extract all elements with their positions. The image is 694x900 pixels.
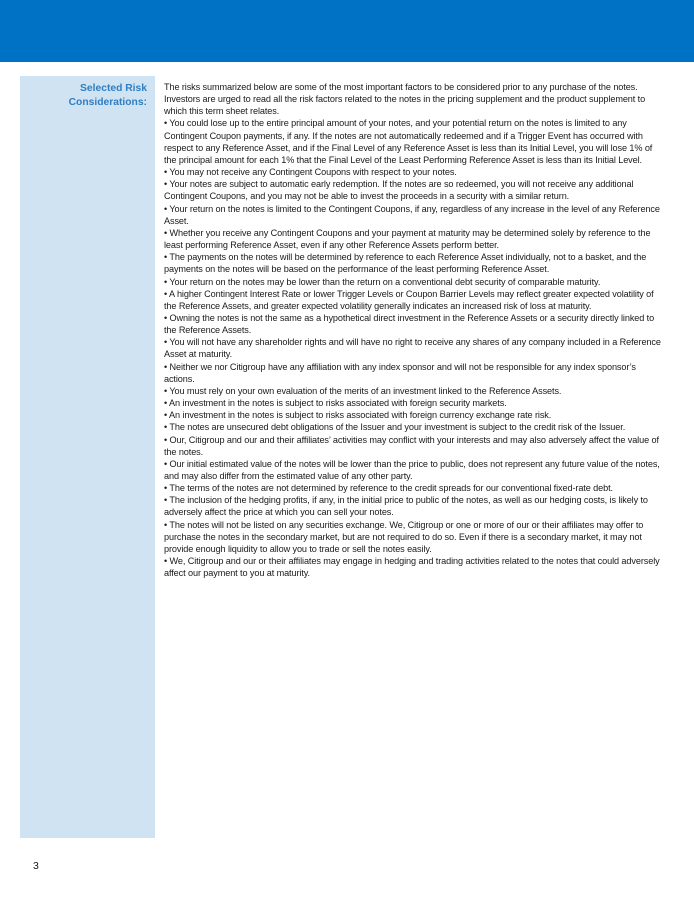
risk-bullet: • You could lose up to the entire principal amount of your notes, and your potential return on the notes is limited to any Contingent Coupon payments, if any. If the notes are not automatically redeemed and if a Trigger Event has occurred with respect to any Reference Asset, and if the Final Level of any Reference Asset is less than its Initial Level, you will lose 1% of the principal amount for each 1% that the Final Level of the Least Performing Reference Asset is less than its Initial Level.	[164, 118, 653, 165]
section-label: Selected Risk Considerations:	[68, 83, 147, 108]
risk-bullet: • We, Citigroup and our or their affiliates may engage in hedging and trading activities related to the notes that could adversely affect our payment to you at maturity.	[164, 556, 660, 579]
risk-bullet: • You may not receive any Contingent Coupons with respect to your notes.	[164, 167, 457, 178]
risk-bullet: • Our initial estimated value of the notes will be lower than the price to public, does not represent any future value of the notes, and may also differ from the estimated value of any other party.	[164, 458, 660, 481]
risk-bullet: • Neither we nor Citigroup have any affiliation with any index sponsor and will not be responsible for any index sponsor’s actions.	[164, 361, 636, 384]
page-number: 3	[33, 860, 39, 872]
risk-bullet: • The payments on the notes will be determined by reference to each Reference Asset individually, not to a basket, and the payments on the notes will be based on the performance of the least performing Reference Asset.	[164, 252, 647, 275]
risk-bullet: • Whether you receive any Contingent Coupons and your payment at maturity may be determined solely by reference to the least performing Reference Asset, even if any other Reference Assets perform better.	[164, 227, 651, 251]
section-label-panel	[20, 76, 155, 838]
risk-bullet: • Our, Citigroup and our and their affiliates’ activities may conflict with your interests and may also adversely affect the value of the notes.	[164, 434, 659, 457]
risk-bullet: • The inclusion of the hedging profits, if any, in the initial price to public of the notes, as well as our hedging costs, is likely to adversely affect the price at which you can sell your notes.	[164, 495, 648, 518]
risk-bullet: • The notes will not be listed on any securities exchange. We, Citigroup or one or more of our or their affiliates may offer to purchase the notes in the secondary market, but are not required to do so. Even if there is a secondary market, it may not provide enough liquidity to allow you to trade or sell the notes easily.	[164, 519, 644, 554]
risk-bullet: • An investment in the notes is subject to risks associated with foreign currency exchange rate risk.	[164, 410, 552, 421]
intro-paragraph: The risks summarized below are some of the most important factors to be considered prior to any purchase of the notes. Investors are urged to read all the risk factors related to the notes in the pricing supplement and the product supplement to which this term sheet relates.	[164, 82, 646, 117]
risk-bullet: • You will not have any shareholder rights and will have no right to receive any shares of any company included in a Reference Asset at maturity.	[164, 337, 661, 360]
risk-bullet: • You must rely on your own evaluation of the merits of an investment linked to the Reference Assets.	[164, 385, 562, 396]
risk-bullet: • The notes are unsecured debt obligations of the Issuer and your investment is subject to the credit risk of the Issuer.	[164, 422, 626, 433]
risk-bullet: • Owning the notes is not the same as a hypothetical direct investment in the Reference Assets or a security directly linked to the Reference Assets.	[164, 312, 655, 336]
risk-bullet: • An investment in the notes is subject to risks associated with foreign security markets.	[164, 398, 507, 409]
risk-bullet: • Your return on the notes is limited to the Contingent Coupons, if any, regardless of any increase in the level of any Reference Asset.	[164, 203, 660, 226]
risk-bullet: • Your notes are subject to automatic early redemption. If the notes are so redeemed, you will not receive any additional Contingent Coupons, and you may not be able to invest the proceeds in a security with a similar return.	[164, 179, 634, 202]
risk-bullet: • A higher Contingent Interest Rate or lower Trigger Levels or Coupon Barrier Levels may reflect greater expected volatility of the Reference Assets, and greater expected volatility generally indicates an increased risk of loss at maturity.	[164, 288, 654, 311]
risk-considerations-body	[164, 81, 664, 579]
risk-bullet-list	[164, 117, 664, 579]
top-banner	[0, 0, 694, 62]
risk-bullet: • The terms of the notes are not determined by reference to the credit spreads for our conventional fixed-rate debt.	[164, 483, 613, 494]
risk-bullet: • Your return on the notes may be lower than the return on a conventional debt security of comparable maturity.	[164, 276, 601, 287]
